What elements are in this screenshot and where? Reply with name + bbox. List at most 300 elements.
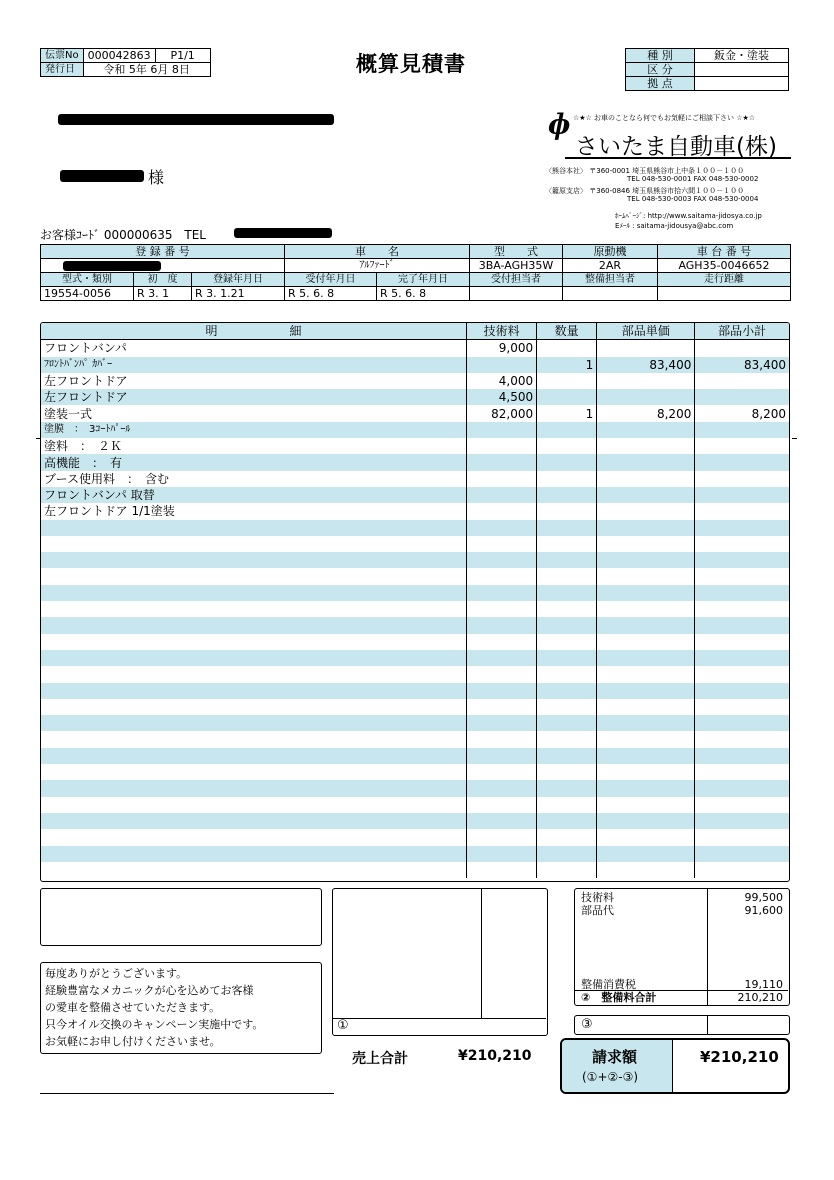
detail-labor	[467, 601, 537, 617]
detail-unit	[597, 748, 695, 764]
summary-parts: 91,600	[744, 904, 783, 917]
table-row	[41, 373, 789, 389]
detail-desc	[41, 780, 467, 796]
detail-unit	[597, 536, 695, 552]
issue-date: 令和 5年 6月 8日	[83, 63, 210, 77]
detail-subtotal	[695, 797, 789, 813]
detail-desc: 左フロントドア	[44, 374, 128, 389]
detail-unit	[597, 552, 695, 568]
detail-labor	[467, 813, 537, 829]
summary-tax-label: 整備消費税	[581, 978, 636, 991]
vh-done-date-header: 完了年月日	[377, 273, 470, 287]
detail-labor	[467, 634, 537, 650]
detail-unit	[597, 650, 695, 666]
detail-desc	[41, 536, 467, 552]
detail-unit	[597, 634, 695, 650]
redacted-address	[58, 114, 334, 125]
detail-labor: 4,500	[467, 389, 537, 405]
vh-class-header: 型式・類別	[41, 273, 134, 287]
detail-labor	[467, 357, 537, 373]
summary-parts-label: 部品代	[581, 904, 614, 917]
detail-labor	[467, 422, 537, 438]
detail-qty	[537, 552, 597, 568]
table-row	[41, 650, 789, 666]
detail-subtotal	[695, 764, 789, 780]
detail-qty	[537, 373, 597, 389]
detail-subtotal	[695, 520, 789, 536]
detail-unit	[597, 373, 695, 389]
detail-qty	[537, 846, 597, 862]
page-number: P1/1	[155, 49, 210, 63]
detail-desc	[41, 650, 467, 666]
detail-header-qty: 数量	[537, 323, 597, 340]
detail-qty: 1	[537, 357, 597, 373]
fold-mark-right	[792, 438, 797, 439]
detail-labor	[467, 536, 537, 552]
table-row	[41, 846, 789, 862]
detail-subtotal	[695, 813, 789, 829]
page-title: 概算見積書	[356, 52, 466, 76]
table-row	[41, 487, 789, 503]
detail-labor	[467, 585, 537, 601]
table-row	[41, 748, 789, 764]
detail-qty	[537, 764, 597, 780]
table-row	[41, 405, 789, 421]
detail-table	[40, 322, 790, 882]
table-row	[41, 780, 789, 796]
detail-desc	[41, 846, 467, 862]
detail-unit	[597, 617, 695, 633]
summary-labor-label: 技術料	[581, 891, 614, 904]
vh-chassis-value: AGH35-0046652	[658, 259, 791, 273]
detail-qty	[537, 438, 597, 454]
customer-tel-label: TEL	[184, 228, 206, 242]
detail-unit	[597, 715, 695, 731]
message-line-1: 毎度ありがとうございます。	[45, 967, 188, 980]
detail-subtotal	[695, 699, 789, 715]
slip-no-label: 伝票No	[41, 49, 84, 63]
vh-reg-date-value: R 3. 1.21	[192, 287, 285, 301]
redacted-reg-number	[63, 261, 161, 271]
detail-unit	[597, 829, 695, 845]
detail-labor	[467, 650, 537, 666]
slip-no: 000042863	[83, 49, 155, 63]
detail-qty	[537, 797, 597, 813]
detail-qty	[537, 666, 597, 682]
vh-recv-date-value: R 5. 6. 8	[285, 287, 377, 301]
message-box	[40, 962, 322, 1054]
table-row	[41, 813, 789, 829]
vh-engine-header: 原動機	[563, 245, 658, 259]
table-row	[41, 601, 789, 617]
customer-code-label: お客様ｺｰﾄﾞ	[40, 228, 101, 242]
detail-unit	[597, 454, 695, 470]
vh-model-header: 車 名	[285, 245, 470, 259]
detail-unit	[597, 699, 695, 715]
detail-subtotal: 8,200	[695, 405, 789, 421]
detail-subtotal	[695, 585, 789, 601]
invoice-amount: ¥210,210	[700, 1048, 779, 1066]
detail-qty	[537, 422, 597, 438]
table-row	[41, 422, 789, 438]
summary-total: 210,210	[737, 991, 783, 1004]
detail-subtotal	[695, 471, 789, 487]
detail-subtotal	[695, 422, 789, 438]
detail-qty	[537, 683, 597, 699]
detail-unit	[597, 340, 695, 357]
detail-unit	[597, 813, 695, 829]
vh-recv-staff-header: 受付担当者	[470, 273, 563, 287]
table-row	[41, 731, 789, 747]
vh-model-value: ｱﾙﾌｧｰﾄﾞ	[285, 259, 470, 273]
detail-labor	[467, 617, 537, 633]
detail-qty	[537, 585, 597, 601]
slip-meta	[40, 48, 211, 77]
branch-tel: TEL 048-530-0003 FAX 048-530-0004	[627, 195, 759, 203]
detail-header-subtotal: 部品小計	[695, 323, 789, 340]
detail-unit	[597, 471, 695, 487]
sales-total-amount: ¥210,210	[458, 1048, 532, 1064]
detail-qty	[537, 389, 597, 405]
table-row	[41, 617, 789, 633]
summary-total-label: ② 整備料合計	[581, 991, 657, 1004]
detail-desc	[41, 617, 467, 633]
detail-desc: 塗膜 ： 3ｺｰﾄﾊﾟｰﾙ	[41, 422, 467, 438]
detail-unit	[597, 764, 695, 780]
sales-box	[332, 888, 548, 1036]
detail-desc	[41, 666, 467, 682]
detail-unit	[597, 422, 695, 438]
branch-label: 〈籠原支店〉	[545, 187, 587, 195]
company-name: さいたま自動車(株)	[575, 134, 777, 160]
division-label: 区 分	[626, 63, 695, 77]
table-row	[41, 683, 789, 699]
detail-qty	[537, 650, 597, 666]
detail-unit	[597, 780, 695, 796]
detail-qty	[537, 829, 597, 845]
message-line-2: 経験豊富なメカニックが心を込めてお客様	[45, 984, 254, 997]
detail-qty	[537, 862, 597, 878]
detail-labor	[467, 780, 537, 796]
table-row	[41, 764, 789, 780]
detail-qty	[537, 520, 597, 536]
detail-labor	[467, 552, 537, 568]
detail-unit	[597, 503, 695, 519]
table-row	[41, 503, 789, 519]
detail-subtotal	[695, 503, 789, 519]
table-row	[41, 829, 789, 845]
vh-engine-value: 2AR	[563, 259, 658, 273]
detail-labor	[467, 699, 537, 715]
detail-desc: 高機能 ： 有	[41, 454, 467, 470]
deduction-circle-3: ③	[581, 1017, 593, 1032]
message-line-4: 只今オイル交換のキャンペーン実施中です。	[45, 1018, 264, 1031]
detail-desc	[41, 731, 467, 747]
vh-chassis-header: 車 台 番 号	[658, 245, 791, 259]
detail-qty	[537, 731, 597, 747]
detail-desc: フロントバンパ	[44, 341, 127, 356]
company-tagline: ☆★☆ お車のことなら何でもお気軽にご相談下さい ☆★☆	[573, 114, 756, 122]
detail-subtotal: 83,400	[695, 357, 789, 373]
detail-labor: 4,000	[467, 373, 537, 389]
detail-qty	[537, 536, 597, 552]
detail-labor	[467, 683, 537, 699]
detail-subtotal	[695, 601, 789, 617]
sales-circle-1: ①	[337, 1018, 349, 1033]
type-value: 鈑金・塗装	[695, 49, 789, 63]
summary-tax: 19,110	[744, 978, 783, 991]
company-web: ﾎｰﾑﾍﾟｰｼﾞ: http://www.saitama-jidosya.co.jp	[615, 212, 762, 220]
detail-labor: 9,000	[467, 340, 537, 357]
detail-labor	[467, 454, 537, 470]
detail-subtotal	[695, 780, 789, 796]
table-row	[41, 357, 789, 373]
detail-header-desc: 明 細	[41, 323, 467, 340]
detail-labor	[467, 748, 537, 764]
detail-labor	[467, 764, 537, 780]
detail-subtotal	[695, 715, 789, 731]
detail-labor	[467, 846, 537, 862]
detail-desc	[41, 585, 467, 601]
detail-unit: 83,400	[597, 357, 695, 373]
table-row	[41, 666, 789, 682]
detail-desc: 塗料 ： ２Ｋ	[44, 439, 123, 454]
detail-labor	[467, 797, 537, 813]
company-logo-icon: ɸ	[548, 108, 571, 141]
vh-type-value: 3BA-AGH35W	[470, 259, 563, 273]
detail-unit	[597, 797, 695, 813]
vh-recv-staff-value	[470, 287, 563, 301]
detail-qty	[537, 699, 597, 715]
redacted-customer-name	[60, 170, 144, 182]
detail-qty	[537, 715, 597, 731]
detail-subtotal	[695, 340, 789, 357]
vh-first-reg-value: R 3. 1	[134, 287, 192, 301]
vh-type-header: 型 式	[470, 245, 563, 259]
detail-qty	[537, 340, 597, 357]
detail-labor: 82,000	[467, 405, 537, 421]
detail-subtotal	[695, 829, 789, 845]
detail-desc	[41, 862, 467, 878]
detail-subtotal	[695, 846, 789, 862]
summary-box	[574, 888, 790, 1006]
detail-labor	[467, 829, 537, 845]
detail-qty	[537, 471, 597, 487]
table-row	[41, 536, 789, 552]
detail-subtotal	[695, 568, 789, 584]
detail-desc	[41, 797, 467, 813]
detail-desc	[41, 568, 467, 584]
detail-qty	[537, 568, 597, 584]
detail-qty	[537, 780, 597, 796]
detail-labor	[467, 666, 537, 682]
table-row	[41, 340, 789, 357]
vh-mech-staff-header: 整備担当者	[563, 273, 658, 287]
detail-desc	[41, 829, 467, 845]
detail-desc	[41, 634, 467, 650]
vh-first-reg-header: 初 度	[134, 273, 192, 287]
table-row	[41, 552, 789, 568]
detail-labor	[467, 862, 537, 878]
detail-subtotal	[695, 748, 789, 764]
vh-class-value: 19554-0056	[41, 287, 134, 301]
detail-subtotal	[695, 373, 789, 389]
detail-subtotal	[695, 650, 789, 666]
detail-unit	[597, 520, 695, 536]
sales-total-label: 売上合計	[352, 1051, 408, 1067]
detail-unit	[597, 846, 695, 862]
detail-unit: 8,200	[597, 405, 695, 421]
table-row	[41, 699, 789, 715]
detail-unit	[597, 438, 695, 454]
detail-qty	[537, 748, 597, 764]
customer-code-line	[40, 226, 206, 243]
table-row	[41, 862, 789, 878]
table-row	[41, 715, 789, 731]
detail-subtotal	[695, 666, 789, 682]
detail-labor	[467, 471, 537, 487]
detail-subtotal	[695, 536, 789, 552]
hq-label: 〈熊谷本社〉	[545, 167, 587, 175]
detail-desc	[41, 715, 467, 731]
detail-desc	[41, 699, 467, 715]
detail-desc: ﾌﾛﾝﾄﾊﾞﾝﾊﾟ ｶﾊﾞｰ	[41, 357, 467, 373]
detail-subtotal	[695, 389, 789, 405]
detail-unit	[597, 568, 695, 584]
summary-divider	[707, 889, 708, 1005]
hq-address: 〒360-0001 埼玉県熊谷市上中条１００－１００	[589, 167, 745, 175]
redacted-customer-tel	[234, 228, 332, 238]
sales-box-hline	[333, 1018, 546, 1019]
company-email: Eﾒｰﾙ : saitama-jidousya@abc.com	[615, 222, 734, 230]
vh-recv-date-header: 受付年月日	[285, 273, 377, 287]
issue-date-label: 発行日	[41, 63, 84, 77]
detail-subtotal	[695, 862, 789, 878]
detail-subtotal	[695, 438, 789, 454]
table-row	[41, 568, 789, 584]
detail-desc	[41, 601, 467, 617]
detail-header-labor: 技術料	[467, 323, 537, 340]
detail-qty	[537, 503, 597, 519]
deduction-box	[574, 1015, 790, 1035]
detail-header-unit: 部品単価	[597, 323, 695, 340]
vh-reg-number: 登 録 番 号	[41, 245, 285, 259]
message-line-3: の愛車を整備させていただきます。	[45, 1001, 221, 1014]
table-row	[41, 634, 789, 650]
company-contact	[615, 211, 762, 231]
detail-unit	[597, 601, 695, 617]
hq-tel: TEL 048-530-0001 FAX 048-530-0002	[627, 175, 759, 183]
vh-done-date-value: R 5. 6. 8	[377, 287, 470, 301]
detail-subtotal	[695, 634, 789, 650]
customer-honorific: 様	[148, 168, 165, 187]
table-row	[41, 438, 789, 454]
table-row	[41, 454, 789, 470]
branch-label: 拠 点	[626, 77, 695, 91]
detail-subtotal	[695, 552, 789, 568]
detail-labor	[467, 438, 537, 454]
detail-subtotal	[695, 487, 789, 503]
vh-reg-date-header: 登録年月日	[192, 273, 285, 287]
message-line-5: お気軽にお申し付けくださいませ。	[45, 1035, 221, 1048]
detail-desc	[41, 683, 467, 699]
division-value	[695, 63, 789, 77]
vh-mileage-value	[658, 287, 791, 301]
company-hq	[545, 167, 758, 183]
detail-unit	[597, 585, 695, 601]
type-label: 種 別	[626, 49, 695, 63]
customer-code: 000000635	[103, 228, 173, 242]
detail-subtotal	[695, 731, 789, 747]
category-table	[625, 48, 789, 91]
detail-labor	[467, 715, 537, 731]
detail-qty	[537, 813, 597, 829]
detail-desc	[41, 748, 467, 764]
detail-unit	[597, 683, 695, 699]
detail-qty	[537, 617, 597, 633]
detail-unit	[597, 862, 695, 878]
deduction-divider	[707, 1016, 708, 1034]
vh-mech-staff-value	[563, 287, 658, 301]
invoice-formula: (①+②-③)	[582, 1070, 639, 1084]
detail-qty	[537, 634, 597, 650]
detail-labor	[467, 487, 537, 503]
detail-subtotal	[695, 454, 789, 470]
detail-subtotal	[695, 617, 789, 633]
detail-labor	[467, 520, 537, 536]
detail-labor	[467, 731, 537, 747]
detail-qty: 1	[537, 405, 597, 421]
sales-box-divider	[481, 889, 482, 1019]
vh-mileage-header: 走行距離	[658, 273, 791, 287]
detail-desc: 左フロントドア 1/1塗装	[44, 504, 175, 519]
table-row	[41, 471, 789, 487]
vh-reg-number-value	[41, 259, 285, 273]
detail-desc	[41, 520, 467, 536]
detail-qty	[537, 601, 597, 617]
detail-labor	[467, 568, 537, 584]
table-row	[41, 389, 789, 405]
branch-address: 〒360-0846 埼玉県熊谷市拾六間１００－１００	[589, 187, 745, 195]
detail-desc: 塗装一式	[44, 406, 93, 421]
detail-subtotal	[695, 683, 789, 699]
detail-unit	[597, 731, 695, 747]
branch-value	[695, 77, 789, 91]
summary-labor: 99,500	[744, 891, 783, 904]
table-row	[41, 797, 789, 813]
detail-desc: ブース使用料 ： 含む	[44, 471, 170, 486]
detail-unit	[597, 389, 695, 405]
invoice-label: 請求額	[592, 1048, 638, 1066]
detail-desc	[41, 552, 467, 568]
detail-unit	[597, 487, 695, 503]
detail-desc	[41, 764, 467, 780]
detail-desc	[41, 813, 467, 829]
detail-desc: 左フロントドア	[41, 389, 467, 405]
detail-qty	[537, 487, 597, 503]
vehicle-table	[40, 244, 791, 301]
detail-qty	[537, 454, 597, 470]
signature-line	[40, 1093, 334, 1094]
invoice-box	[560, 1038, 790, 1094]
company-branch	[545, 187, 758, 203]
remarks-box	[40, 888, 322, 946]
detail-labor	[467, 503, 537, 519]
company-name-underline	[565, 157, 791, 159]
detail-unit	[597, 666, 695, 682]
detail-desc: フロントバンパ 取替	[41, 487, 467, 503]
table-row	[41, 520, 789, 536]
